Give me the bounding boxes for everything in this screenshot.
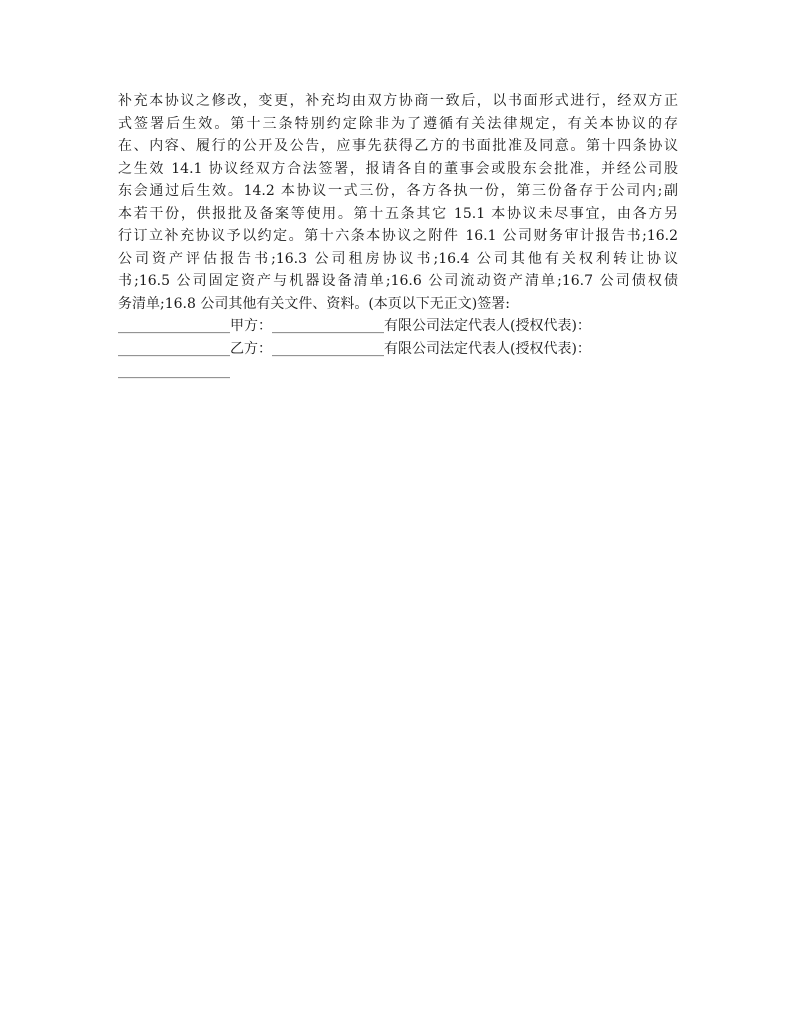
text-line-10: 务清单;16.8 公司其他有关文件、资料。(本页以下无正文)签署:	[118, 295, 510, 312]
signature-line-party-b: ________________乙方：________________有限公司法定代表人(授权代表)：	[118, 340, 591, 357]
text-line-9: 书;16.5 公司固定资产与机器设备清单;16.6 公司流动资产清单;16.7 公司债权债	[118, 273, 678, 289]
document-body	[118, 90, 678, 383]
text-line-8: 公司资产评估报告书;16.3 公司租房协议书;16.4 公司其他有关权利转让协议	[118, 250, 678, 267]
text-line-6: 本若干份，供报批及备案等使用。第十五条其它 15.1 本协议未尽事宜，由各方另	[118, 205, 678, 222]
signature-blank: ________________	[118, 363, 230, 379]
text-line-7: 行订立补充协议予以约定。第十六条本协议之附件 16.1 公司财务审计报告书;16.2	[118, 228, 678, 244]
signature-line-party-a: ________________甲方：________________有限公司法定代表人(授权代表)：	[118, 318, 591, 334]
text-line-5: 东会通过后生效。14.2 本协议一式三份，各方各执一份，第三份备存于公司内;副	[118, 183, 678, 199]
text-line-2: 式签署后生效。第十三条特别约定除非为了遵循有关法律规定，有关本协议的存	[118, 115, 678, 132]
text-line-3: 在、内容、履行的公开及公告，应事先获得乙方的书面批准及同意。第十四条协议	[118, 138, 678, 154]
text-line-1: 补充本协议之修改，变更，补充均由双方协商一致后，以书面形式进行，经双方正	[118, 93, 678, 109]
text-line-4: 之生效 14.1 协议经双方合法签署，报请各自的董事会或股东会批准，并经公司股	[118, 160, 678, 177]
